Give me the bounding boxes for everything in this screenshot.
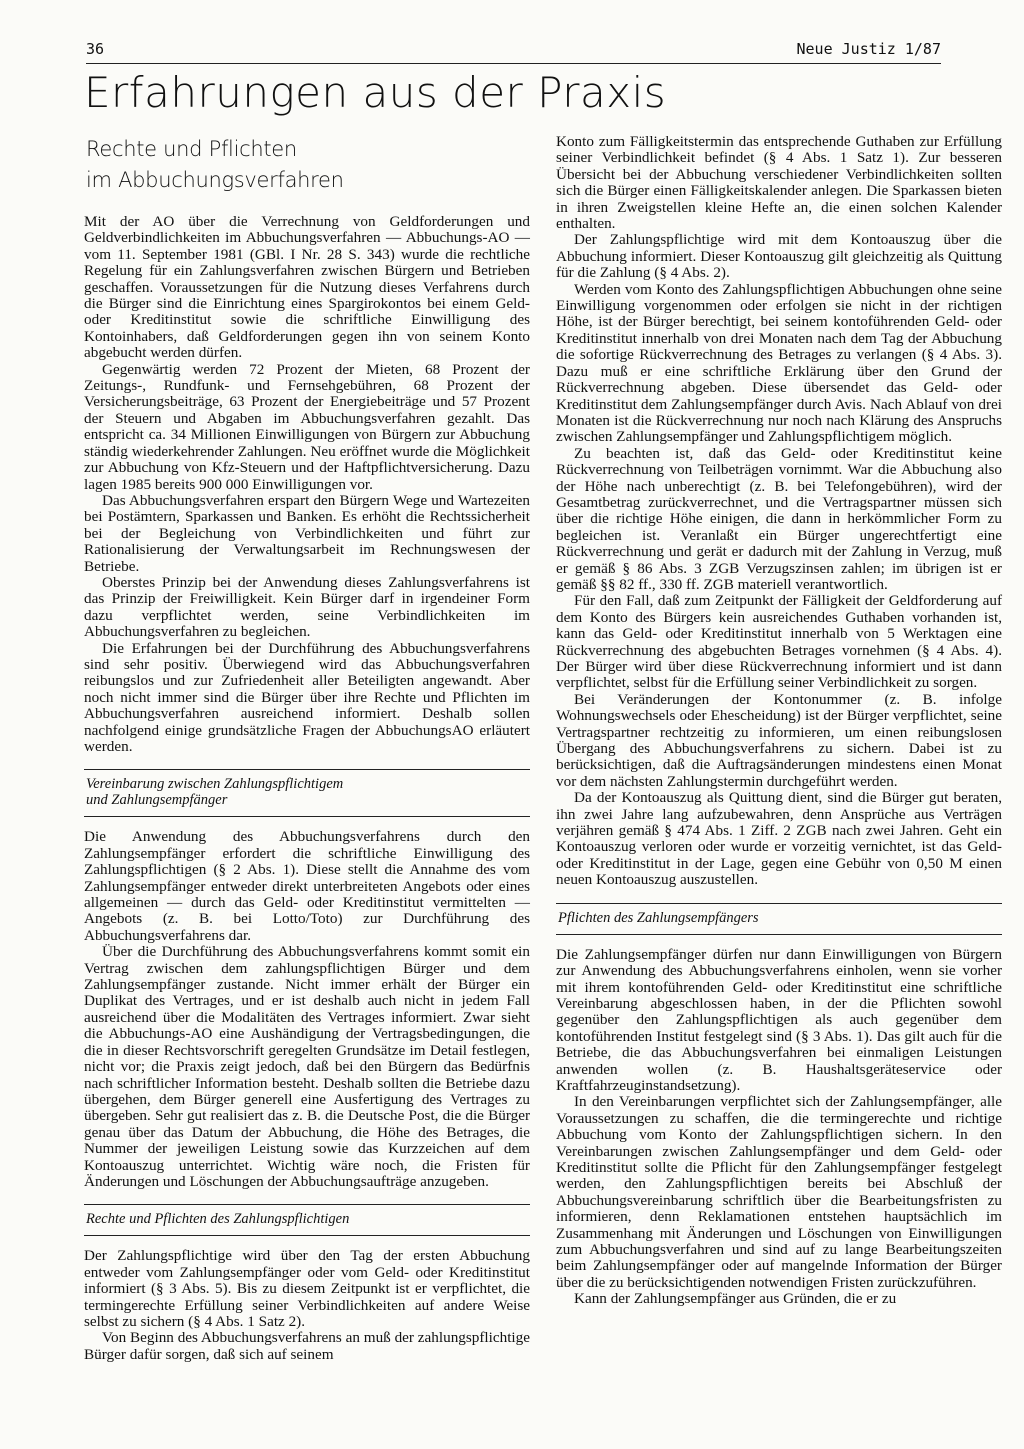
paragraph: Über die Durchführung des Abbuchungsverfahrens kommt somit ein Vertrag zwischen dem zahlungspflichtigen Bürger und dem Zahlungsempfänger zustande. Nicht immer erhält der Bürger ein Duplikat des Vertrages, und er ist deshalb auch nicht in jedem Fall ausreichend über die Modalitäten des Vertrages informiert. Zwar sieht die Abbuchungs-AO eine Aushändigung der Vertragsbedingungen, die die in dieser Rechtsvorschrift geregelten Grundsätze im Detail festlegen, nicht vor; die Praxis zeigt jedoch, daß bei den Bürgern das Bedürfnis nach schriftlicher Information besteht. Deshalb sollten die Betriebe dazu übergehen, dem Bürger generell eine Ausfertigung des Vertrages zu übergeben. Sehr gut realisiert das z. B. die Deutsche Post, die die Bürger genau über das Datum der Abbuchung, die Höhe des Betrages, die Nummer der jeweiligen Leistung sowie das Kurzzeichen auf dem Kontoauszug unterrichtet. Wichtig wäre noch, die Fristen für Änderungen und Löschungen der Abbuchungsaufträge anzugeben. — [84, 943, 530, 1190]
subheading — [84, 769, 530, 817]
paragraph: Für den Fall, daß zum Zeitpunkt der Fälligkeit der Geldforderung auf dem Konto des Bürgers kein ausreichendes Guthaben vorhanden ist, kann das Geld- oder Kreditinstitut innerhalb von 5 Werktagen eine Rückverrechnung des abgebuchten Betrages vornehmen (§ 4 Abs. 4). Der Bürger wird über diese Rückverrechnung informiert und ist dann verpflichtet, selbst für die Erfüllung seiner Verbindlichkeit zu sorgen. — [556, 592, 1002, 692]
paragraph: Das Abbuchungsverfahren erspart den Bürgern Wege und Wartezeiten bei Postämtern, Sparkassen und Banken. Es erhöht die Rechtssicherheit bei der Begleichung von Verbindlichkeiten und führt zur Rationalisierung der Verwaltungsarbeit im Rechnungswesen der Betriebe. — [84, 491, 530, 575]
paragraph: Gegenwärtig werden 72 Prozent der Mieten, 68 Prozent der Zeitungs-, Rundfunk- und Fernsehgebühren, 68 Prozent der Versicherungsbeiträge, 63 Prozent der Energiebeiträge und 57 Prozent der Steuern und Abgaben im Abbuchungsverfahren gezahlt. Das entspricht ca. 34 Millionen Einwilligungen von Bürgern zur Abbuchung ständig wiederkehrender Zahlungen. Neu eröffnet wurde die Möglichkeit zur Abbuchung von Kfz-Steuern und der Haftpflichtversicherung. Dazu lagen 1985 bereits 900 000 Einwilligungen vor. — [84, 360, 530, 493]
right-column — [556, 134, 1002, 1308]
paragraph: Der Zahlungspflichtige wird über den Tag der ersten Abbuchung entweder vom Zahlungsempfänger oder vom Geld- oder Kreditinstitut informiert (§ 3 Abs. 5). Bis zu diesem Zeitpunkt ist er verpflichtet, die termingerechte Erfüllung seiner Verbindlichkeiten auf andere Weise selbst zu sichern (§ 4 Abs. 1 Satz 2). — [84, 1247, 530, 1330]
paragraph: Die Zahlungsempfänger dürfen nur dann Einwilligungen von Bürgern zur Anwendung des Abbuchungsverfahrens einholen, wenn sie vorher mit ihrem kontoführenden Geld- oder Kreditinstitut eine schriftliche Vereinbarung abgeschlossen haben, in der die Pflichten sowohl gegenüber den Zahlungspflichtigen als auch gegenüber dem kontoführenden Institut festgelegt sind (§ 3 Abs. 1). Das gilt auch für die Betriebe, die das Abbuchungsverfahren bei einmaligen Leistungen anwenden wollen (z. B. Haushaltsgeräteservice oder Kraftfahrzeuginstandsetzung). — [556, 945, 1002, 1094]
subheading-line-1: Vereinbarung zwischen Zahlungspflichtigem — [86, 776, 344, 793]
article-title — [86, 134, 530, 196]
paragraph: Die Anwendung des Abbuchungsverfahrens durch den Zahlungsempfänger erfordert die schriftliche Einwilligung des Zahlungspflichtigen (§ 2 Abs. 1). Diese stellt die Annahme des vom Zahlungsempfänger entweder direkt unterbreiteten Angebots oder eines allgemeinen — durch das Geld- oder Kreditinstitut vermittelten — Angebots (z. B. bei Lotto/Toto) zur Durchführung des Abbuchungsverfahrens dar. — [84, 828, 530, 944]
left-column — [84, 134, 530, 1363]
paragraph: Zu beachten ist, daß das Geld- oder Kreditinstitut keine Rückverrechnung von Teilbeträgen vornimmt. War die Abbuchung also der Höhe nach unberechtigt (z. B. bei Telefongebühren), wird der Gesamtbetrag zurückverrechnet, und die Vertragspartner müssen sich über die richtige Höhe einigen, die dann in herkömmlicher Form zu begleichen ist. Veranlaßt ein Bürger ungerechtfertigt eine Rückverrechnung und gerät er dadurch mit der Zahlung in Verzug, muß er gemäß § 86 Abs. 3 ZGB Verzugszinsen zahlen; im übrigen ist er gemäß §§ 82 ff., 330 ff. ZGB materiell verantwortlich. — [556, 444, 1002, 593]
paragraph: Von Beginn des Abbuchungsverfahrens an muß der zahlungspflichtige Bürger dafür sorgen, daß sich auf seinem — [84, 1329, 530, 1363]
running-header — [86, 40, 941, 64]
article-title-line-2: im Abbuchungsverfahren — [86, 168, 344, 192]
article-title-line-1: Rechte und Pflichten — [86, 137, 297, 161]
subheading-line-2: und Zahlungsempfänger — [86, 792, 228, 809]
paragraph: Da der Kontoauszug als Quittung dient, sind die Bürger gut beraten, ihn zwei Jahre lang aufzubewahren, denn Ansprüche aus Verträgen verjähren gemäß § 474 Abs. 1 Ziff. 2 ZGB nach zwei Jahren. Geht ein Kontoauszug verloren oder wurde er vorzeitig vernichtet, ist das Geld- oder Kreditinstitut in der Lage, gegen eine Gebühr von 0,50 M einen neuen Kontoauszug auszustellen. — [556, 789, 1002, 889]
paragraph: Oberstes Prinzip bei der Anwendung dieses Zahlungsverfahrens ist das Prinzip der Freiwilligkeit. Kein Bürger darf in irgendeiner Form dazu verpflichtet werden, seine Verbindlichkeiten im Abbuchungsverfahren zu begleichen. — [84, 573, 530, 641]
header-rule — [86, 63, 941, 64]
paragraph: Mit der AO über die Verrechnung von Geldforderungen und Geldverbindlichkeiten im Abbuchungsverfahren — Abbuchungs-AO — vom 11. September 1981 (GBl. I Nr. 28 S. 343) wurde die rechtliche Regelung für ein Zahlungsverfahren zwischen Bürgern und Betrieben geschaffen. Voraussetzungen für die Nutzung dieses Verfahrens durch die Bürger sind die Einrichtung eines Spargirokontos bei einem Geld- oder Kreditinstitut sowie die schriftliche Einwilligung des Kontoinhabers, daß Geldforderungen gegen ihn von seinem Konto abgebucht werden dürfen. — [84, 213, 530, 362]
section-title: Erfahrungen aus der Praxis — [84, 68, 667, 117]
journal-issue: Neue Justiz 1/87 — [796, 40, 941, 58]
subheading: Pflichten des Zahlungsempfängers — [556, 903, 1002, 935]
paragraph: Die Erfahrungen bei der Durchführung des Abbuchungsverfahrens sind sehr positiv. Überwiegend wird das Abbuchungsverfahren reibungslos und zur Zufriedenheit aller Beteiligten angewandt. Aber noch nicht immer sind die Bürger über ihre Rechte und Pflichten im Abbuchungsverfahren ausreichend informiert. Deshalb sollen nachfolgend einige grundsätzliche Fragen der AbbuchungsAO erläutert werden. — [84, 639, 530, 755]
page-number: 36 — [86, 40, 105, 58]
subheading: Rechte und Pflichten des Zahlungspflichtigen — [84, 1204, 530, 1236]
paragraph: Bei Veränderungen der Kontonummer (z. B. infolge Wohnungswechsels oder Ehescheidung) ist der Bürger verpflichtet, seine Vertragspartner rechtzeitig zu informieren, um einen reibungslosen Übergang des Abbuchungsverfahrens zu sichern. Dabei ist zu berücksichtigen, daß die Auftragsänderungen mindestens einen Monat vor dem nächsten Zahlungstermin durchgeführt werden. — [556, 690, 1002, 790]
paragraph: Kann der Zahlungsempfänger aus Gründen, die er zu — [574, 1290, 897, 1308]
paragraph: Konto zum Fälligkeitstermin das entsprechende Guthaben zur Erfüllung seiner Verbindlichkeit befindet (§ 4 Abs. 1 Satz 1). Zur besseren Übersicht bei der Abbuchung verschiedener Verbindlichkeiten sollten sich die Bürger einen Fälligkeitskalender anlegen. Die Sparkassen bieten in ihren Zweigstellen kleine Hefte an, die einen solchen Kalender enthalten. — [556, 133, 1002, 233]
paragraph: In den Vereinbarungen verpflichtet sich der Zahlungsempfänger, alle Voraussetzungen zu schaffen, die die termingerechte und richtige Abbuchung vom Konto der Zahlungspflichtigen sichern. In den Vereinbarungen zwischen Zahlungsempfänger und dem Geld- oder Kreditinstitut sollte die Pflicht für den Zahlungsempfänger festgelegt werden, den Zahlungspflichtigen bereits bei Abschluß der Abbuchungsvereinbarung schriftlich über die Bearbeitungsfristen zu informieren, denn Reklamationen entstehen hauptsächlich im Zusammenhang mit Änderungen und Löschungen von Einwilligungen zum Abbuchungsverfahren und sind auf zu lange Bearbeitungszeiten beim Zahlungsempfänger oder auf mangelnde Information der Bürger über die zu berücksichtigenden notwendigen Fristen zurückzuführen. — [556, 1093, 1002, 1291]
paragraph: Werden vom Konto des Zahlungspflichtigen Abbuchungen ohne seine Einwilligung vorgenommen oder erfolgen sie nicht in der richtigen Höhe, ist der Bürger berechtigt, bei seinem kontoführenden Geld- oder Kreditinstitut innerhalb von drei Monaten nach dem Tag der Abbuchung die sofortige Rückverrechnung des Betrages zu verlangen (§ 4 Abs. 3). Dazu muß er eine schriftliche Erklärung über den Grund der Rückverrechnung abgeben. Diese übersendet das Geld- oder Kreditinstitut dem Zahlungsempfänger durch Avis. Nach Ablauf von drei Monaten ist die Rückverrechnung nur noch nach Klärung des Anspruchs zwischen Zahlungsempfänger und Zahlungspflichtigem möglich. — [556, 280, 1002, 446]
paragraph: Der Zahlungspflichtige wird mit dem Kontoauszug über die Abbuchung informiert. Dieser Kontoauszug gilt gleichzeitig als Quittung für die Zahlung (§ 4 Abs. 2). — [556, 231, 1002, 282]
